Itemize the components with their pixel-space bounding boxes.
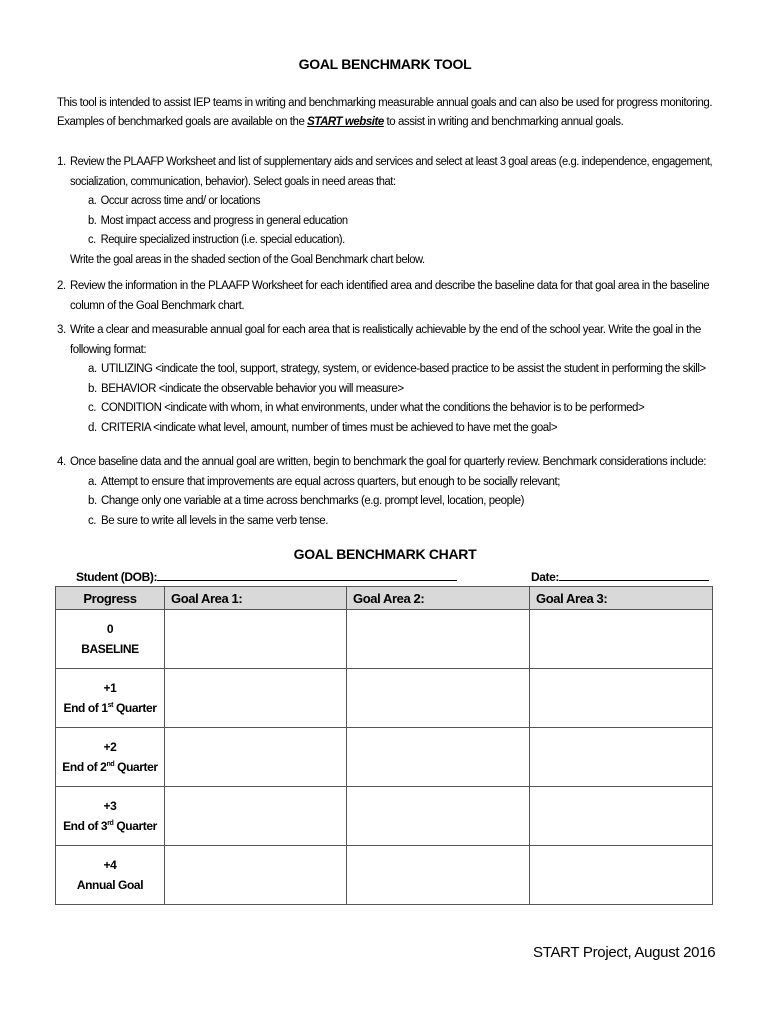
- intro-text: to assist in writing and benchmarking annual goals.: [383, 116, 624, 128]
- table-cell[interactable]: [530, 728, 713, 787]
- row-label-q2: +2 End of 2nd Quarter: [56, 728, 165, 787]
- list-item: c. Require specialized instruction (i.e. special education).: [88, 234, 345, 246]
- table-cell[interactable]: [347, 669, 530, 728]
- table-header-row: [56, 587, 713, 610]
- page-title: GOAL BENCHMARK TOOL: [298, 56, 472, 72]
- row-label-q1: +1 End of 1st Quarter: [56, 669, 165, 728]
- step-number: 3.: [57, 324, 66, 336]
- table-row: [56, 846, 713, 905]
- header-progress: Progress: [56, 587, 165, 610]
- header-goal-area-2: Goal Area 2:: [347, 587, 530, 610]
- table-cell[interactable]: [347, 728, 530, 787]
- student-dob-field[interactable]: [76, 568, 457, 584]
- footer-text: START Project, August 2016: [533, 944, 716, 961]
- list-item: a. UTILIZING <indicate the tool, support, strategy, system, or evidence-based practice to be assist the student in performing the skill>: [88, 363, 706, 375]
- table-cell[interactable]: [347, 610, 530, 669]
- header-goal-area-3: Goal Area 3:: [530, 587, 713, 610]
- date-blank[interactable]: [559, 568, 709, 581]
- intro-text: Examples of benchmarked goals are available on the: [57, 116, 308, 128]
- step-1: [57, 153, 731, 270]
- list-item: b. BEHAVIOR <indicate the observable behavior you will measure>: [88, 382, 404, 395]
- start-website-link[interactable]: START website: [307, 116, 384, 128]
- table-cell[interactable]: [530, 610, 713, 669]
- student-dob-label: Student (DOB):: [76, 570, 158, 584]
- row-label-annual: +4 Annual Goal: [56, 846, 165, 905]
- chart-title: GOAL BENCHMARK CHART: [293, 546, 477, 562]
- list-item: c. Be sure to write all levels in the same verb tense.: [88, 514, 328, 527]
- step-text: Review the information in the PLAAFP Worksheet for each identified area and describe the baseline data for that goal area in the baseline: [70, 280, 710, 292]
- list-item: b. Most impact access and progress in general education: [88, 214, 348, 227]
- list-item: a. Occur across time and/ or locations: [88, 195, 261, 207]
- list-item: a. Attempt to ensure that improvements are equal across quarters, but enough to be socially relevant;: [88, 475, 560, 488]
- step-number: 4.: [57, 456, 66, 468]
- table-cell[interactable]: [530, 669, 713, 728]
- table-cell[interactable]: [165, 787, 347, 846]
- table-cell[interactable]: [165, 610, 347, 669]
- step-2: [57, 277, 709, 316]
- step-text: Write the goal areas in the shaded section of the Goal Benchmark chart below.: [70, 253, 425, 266]
- row-label-q3: +3 End of 3rd Quarter: [56, 787, 165, 846]
- step-text: column of the Goal Benchmark chart.: [70, 299, 245, 312]
- step-text: following format:: [70, 343, 147, 356]
- table-cell[interactable]: [347, 787, 530, 846]
- step-number: 2.: [57, 280, 66, 292]
- table-row: [56, 787, 713, 846]
- student-dob-blank[interactable]: [157, 568, 457, 581]
- step-3: [57, 321, 706, 438]
- list-item: d. CRITERIA <indicate what level, amount, number of times must be achieved to have met the goal>: [88, 421, 558, 434]
- table-cell[interactable]: [165, 728, 347, 787]
- table-row: [56, 669, 713, 728]
- header-goal-area-1: Goal Area 1:: [165, 587, 347, 610]
- step-text: Write a clear and measurable annual goal for each area that is realistically achievable by the end of the school year. Write the goal in the: [70, 324, 701, 336]
- table-row: [56, 610, 713, 669]
- table-cell[interactable]: [165, 669, 347, 728]
- list-item: c. CONDITION <indicate with whom, in what environments, under what the conditions the behavior is to be performed>: [88, 402, 645, 414]
- table-cell[interactable]: [347, 846, 530, 905]
- table-cell[interactable]: [530, 787, 713, 846]
- step-number: 1.: [57, 156, 66, 168]
- table-cell[interactable]: [530, 846, 713, 905]
- table-cell[interactable]: [165, 846, 347, 905]
- step-text: Review the PLAAFP Worksheet and list of supplementary aids and services and select at least 3 goal areas (e.g. independence, engagement,: [70, 156, 713, 168]
- date-field[interactable]: [531, 568, 709, 584]
- goal-benchmark-table: [55, 586, 713, 905]
- intro-line-2: [57, 113, 712, 132]
- list-item: b. Change only one variable at a time across benchmarks (e.g. prompt level, location, people): [88, 495, 524, 507]
- date-label: Date:: [531, 570, 560, 584]
- intro-paragraph: [57, 94, 713, 132]
- step-4: [57, 453, 706, 531]
- step-text: Once baseline data and the annual goal are written, begin to benchmark the goal for quarterly review. Benchmark considerations include:: [70, 456, 707, 468]
- step-text: socialization, communication, behavior). Select goals in need areas that:: [70, 175, 396, 188]
- table-row: [56, 728, 713, 787]
- intro-line-1: This tool is intended to assist IEP teams in writing and benchmarking measurable annual goals and can also be used for progress monitoring.: [57, 97, 713, 109]
- row-label-baseline: 0 BASELINE: [56, 610, 165, 669]
